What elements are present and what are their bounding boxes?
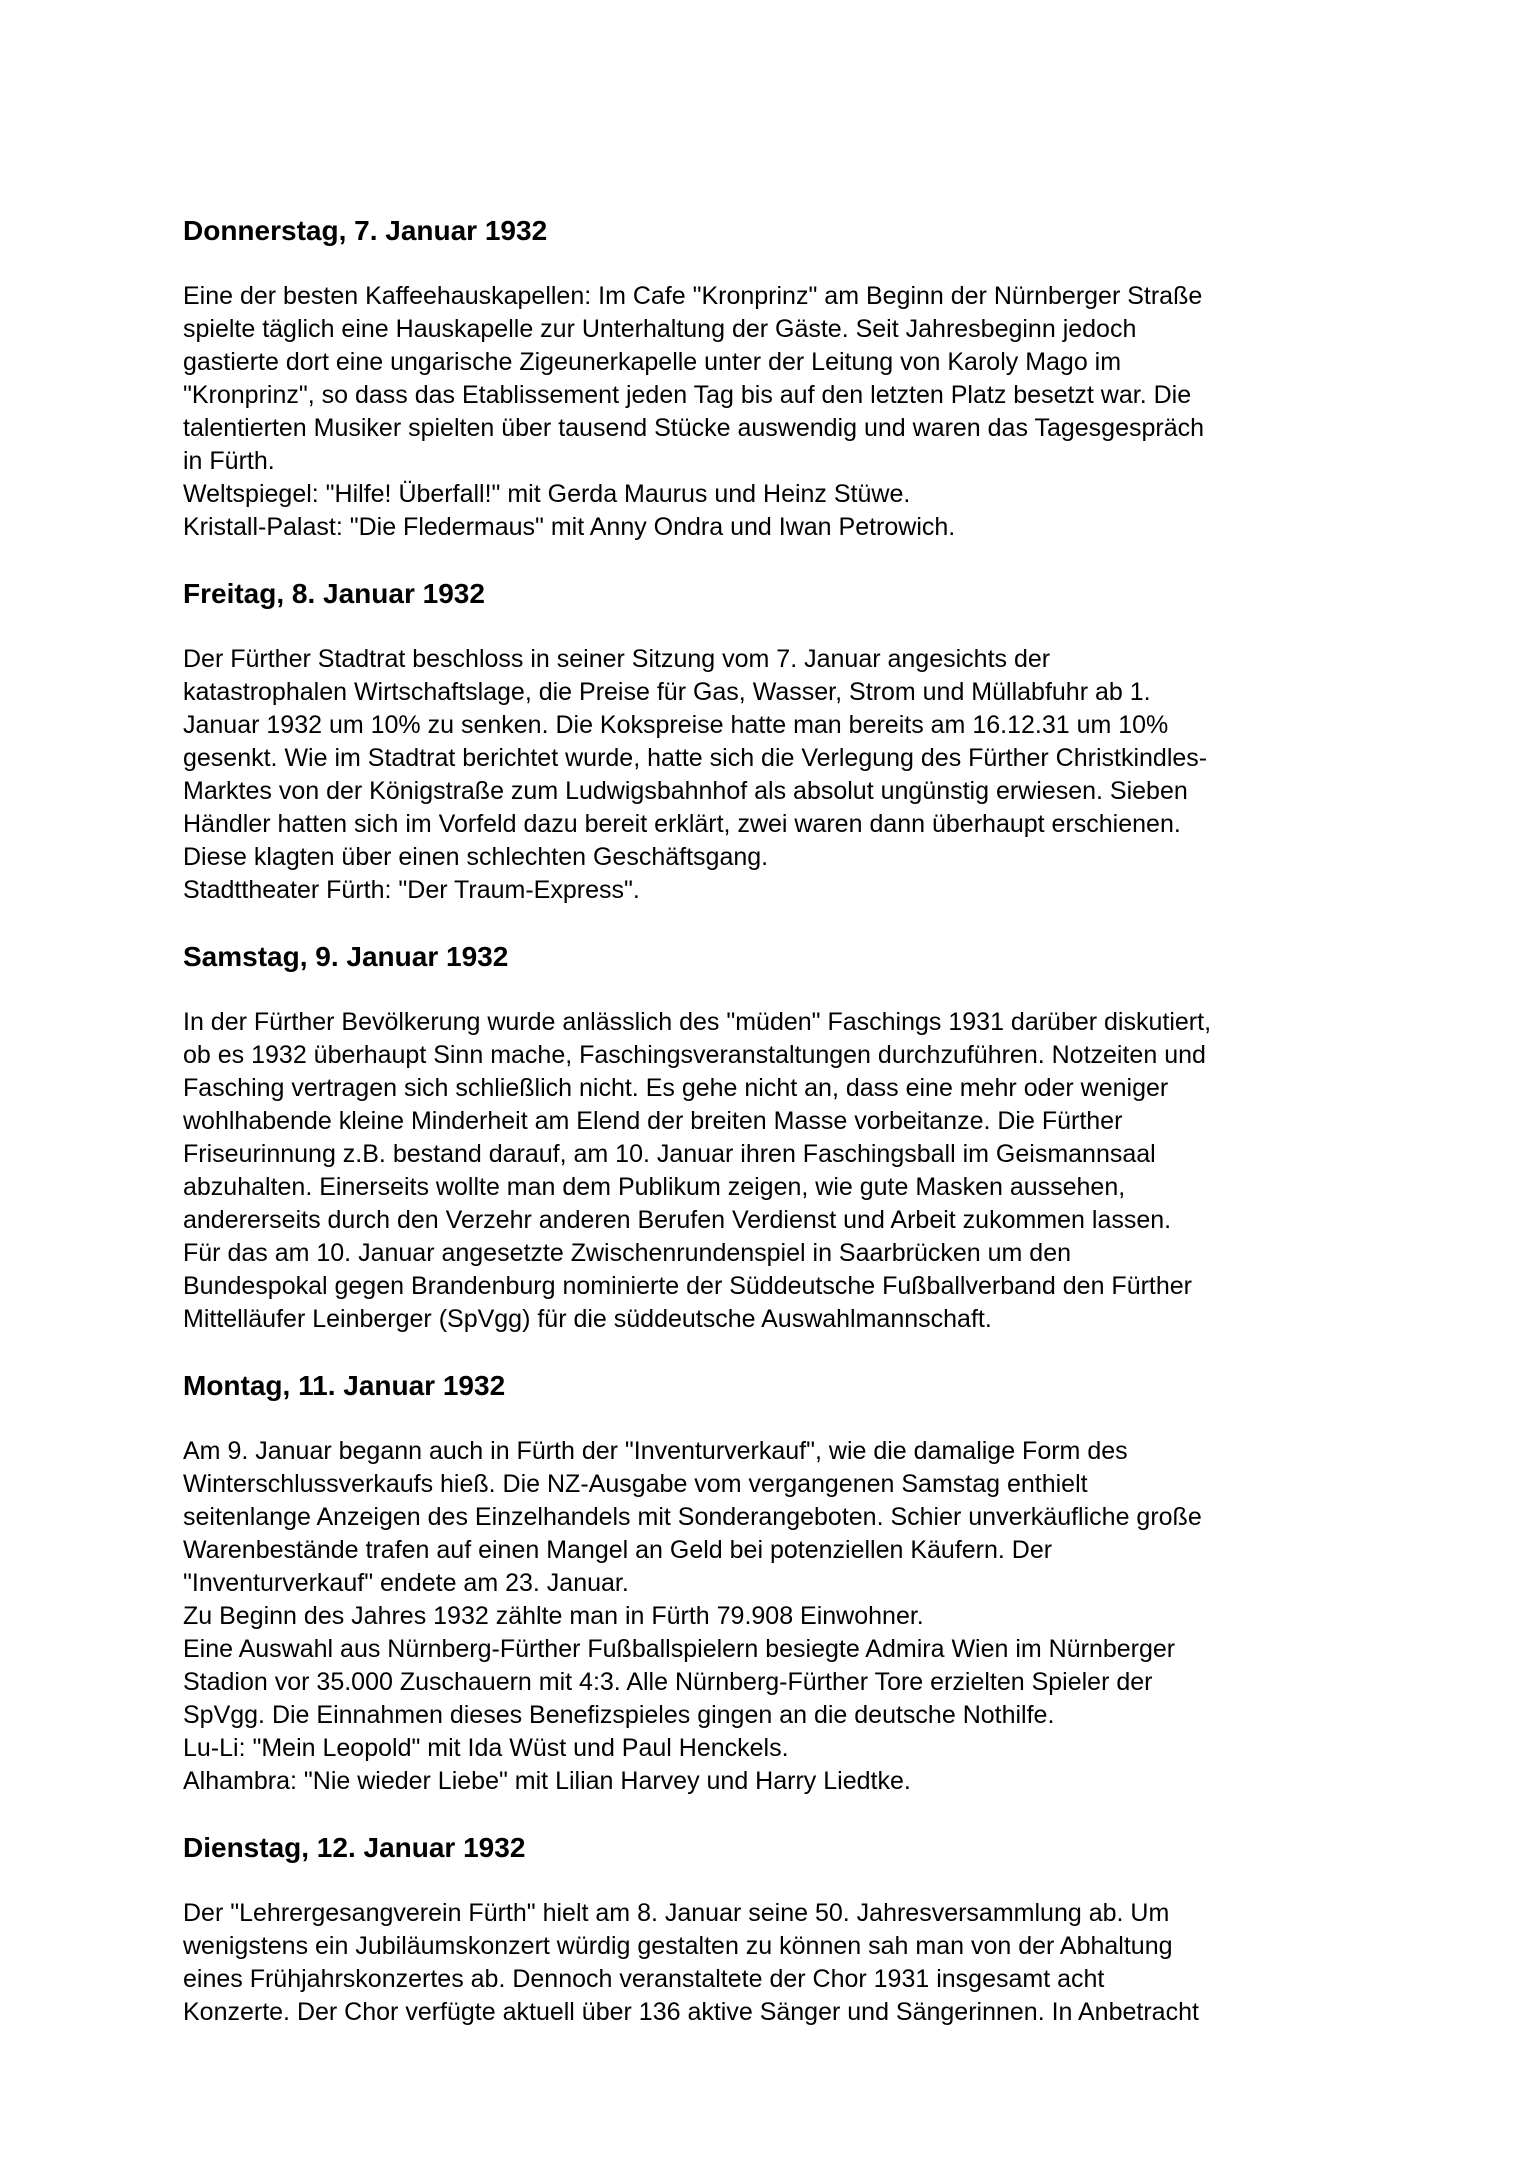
text-line: gesenkt. Wie im Stadtrat berichtet wurde, hatte sich die Verlegung des Fürther Christkindles-: [183, 744, 1208, 772]
text-line: in Fürth.: [183, 447, 275, 475]
text-line: Der "Lehrergesangverein Fürth" hielt am 8. Januar seine 50. Jahresversammlung ab. Um: [183, 1899, 1170, 1927]
diary-entry: [183, 577, 1456, 907]
text-line: Stadttheater Fürth: "Der Traum-Express".: [183, 876, 640, 904]
entry-body: [183, 1897, 1456, 2029]
text-line: Eine Auswahl aus Nürnberg-Fürther Fußballspielern besiegte Admira Wien im Nürnberger: [183, 1635, 1176, 1663]
text-line: Januar 1932 um 10% zu senken. Die Kokspreise hatte man bereits am 16.12.31 um 10%: [183, 711, 1169, 739]
entry-body: [183, 280, 1456, 544]
text-line: Friseurinnung z.B. bestand darauf, am 10. Januar ihren Faschingsball im Geismannsaal: [183, 1140, 1156, 1168]
text-line: eines Frühjahrskonzertes ab. Dennoch veranstaltete der Chor 1931 insgesamt acht: [183, 1965, 1105, 1993]
text-line: Lu-Li: "Mein Leopold" mit Ida Wüst und Paul Henckels.: [183, 1734, 789, 1762]
text-line: Weltspiegel: "Hilfe! Überfall!" mit Gerda Maurus und Heinz Stüwe.: [183, 480, 911, 508]
text-line: "Inventurverkauf" endete am 23. Januar.: [183, 1569, 629, 1597]
diary-entry: [183, 214, 1456, 544]
text-line: Am 9. Januar begann auch in Fürth der "Inventurverkauf", wie die damalige Form des: [183, 1437, 1128, 1465]
text-line: gastierte dort eine ungarische Zigeunerkapelle unter der Leitung von Karoly Mago im: [183, 348, 1122, 376]
entry-body: [183, 643, 1456, 907]
text-line: Diese klagten über einen schlechten Geschäftsgang.: [183, 843, 769, 871]
entry-date-heading: Samstag, 9. Januar 1932: [183, 941, 509, 972]
entry-date-heading: Donnerstag, 7. Januar 1932: [183, 215, 548, 246]
text-line: Kristall-Palast: "Die Fledermaus" mit Anny Ondra und Iwan Petrowich.: [183, 513, 956, 541]
text-line: andererseits durch den Verzehr anderen Berufen Verdienst und Arbeit zukommen lassen.: [183, 1206, 1172, 1234]
text-line: katastrophalen Wirtschaftslage, die Preise für Gas, Wasser, Strom und Müllabfuhr ab 1.: [183, 678, 1151, 706]
text-line: seitenlange Anzeigen des Einzelhandels mit Sonderangeboten. Schier unverkäufliche große: [183, 1503, 1202, 1531]
entry-date-heading: Freitag, 8. Januar 1932: [183, 578, 485, 609]
text-line: Händler hatten sich im Vorfeld dazu bereit erklärt, zwei waren dann überhaupt erschienen.: [183, 810, 1181, 838]
text-line: ob es 1932 überhaupt Sinn mache, Faschingsveranstaltungen durchzuführen. Notzeiten und: [183, 1041, 1206, 1069]
entry-body: [183, 1435, 1456, 1798]
diary-entry: [183, 1831, 1456, 2029]
text-line: SpVgg. Die Einnahmen dieses Benefizspieles gingen an die deutsche Nothilfe.: [183, 1701, 1055, 1729]
entry-body: [183, 1006, 1456, 1336]
entry-date-heading: Montag, 11. Januar 1932: [183, 1370, 506, 1401]
diary-entry: [183, 940, 1456, 1336]
text-line: wenigstens ein Jubiläumskonzert würdig gestalten zu können sah man von der Abhaltung: [183, 1932, 1173, 1960]
text-line: wohlhabende kleine Minderheit am Elend der breiten Masse vorbeitanze. Die Fürther: [183, 1107, 1123, 1135]
text-line: Warenbestände trafen auf einen Mangel an Geld bei potenziellen Käufern. Der: [183, 1536, 1053, 1564]
text-line: Mittelläufer Leinberger (SpVgg) für die süddeutsche Auswahlmannschaft.: [183, 1305, 992, 1333]
diary-entry: [183, 1369, 1456, 1798]
text-line: In der Fürther Bevölkerung wurde anlässlich des "müden" Faschings 1931 darüber diskutiert,: [183, 1008, 1212, 1036]
text-line: Der Fürther Stadtrat beschloss in seiner Sitzung vom 7. Januar angesichts der: [183, 645, 1051, 673]
text-line: Bundespokal gegen Brandenburg nominierte der Süddeutsche Fußballverband den Fürther: [183, 1272, 1192, 1300]
text-line: Zu Beginn des Jahres 1932 zählte man in Fürth 79.908 Einwohner.: [183, 1602, 924, 1630]
text-line: Fasching vertragen sich schließlich nicht. Es gehe nicht an, dass eine mehr oder weniger: [183, 1074, 1169, 1102]
text-line: "Kronprinz", so dass das Etablissement jeden Tag bis auf den letzten Platz besetzt war. Die: [183, 381, 1192, 409]
entry-date-heading: Dienstag, 12. Januar 1932: [183, 1832, 526, 1863]
text-line: Eine der besten Kaffeehauskapellen: Im Cafe "Kronprinz" am Beginn der Nürnberger Straße: [183, 282, 1203, 310]
text-line: Stadion vor 35.000 Zuschauern mit 4:3. Alle Nürnberg-Fürther Tore erzielten Spieler der: [183, 1668, 1153, 1696]
text-line: Alhambra: "Nie wieder Liebe" mit Lilian Harvey und Harry Liedtke.: [183, 1767, 911, 1795]
text-line: Für das am 10. Januar angesetzte Zwischenrundenspiel in Saarbrücken um den: [183, 1239, 1072, 1267]
text-line: Konzerte. Der Chor verfügte aktuell über 136 aktive Sänger und Sängerinnen. In Anbetracht: [183, 1998, 1199, 2026]
text-line: spielte täglich eine Hauskapelle zur Unterhaltung der Gäste. Seit Jahresbeginn jedoch: [183, 315, 1137, 343]
text-line: talentierten Musiker spielten über tausend Stücke auswendig und waren das Tagesgespräch: [183, 414, 1205, 442]
text-line: abzuhalten. Einerseits wollte man dem Publikum zeigen, wie gute Masken aussehen,: [183, 1173, 1126, 1201]
text-line: Winterschlussverkaufs hieß. Die NZ-Ausgabe vom vergangenen Samstag enthielt: [183, 1470, 1088, 1498]
text-line: Marktes von der Königstraße zum Ludwigsbahnhof als absolut ungünstig erwiesen. Sieben: [183, 777, 1188, 805]
